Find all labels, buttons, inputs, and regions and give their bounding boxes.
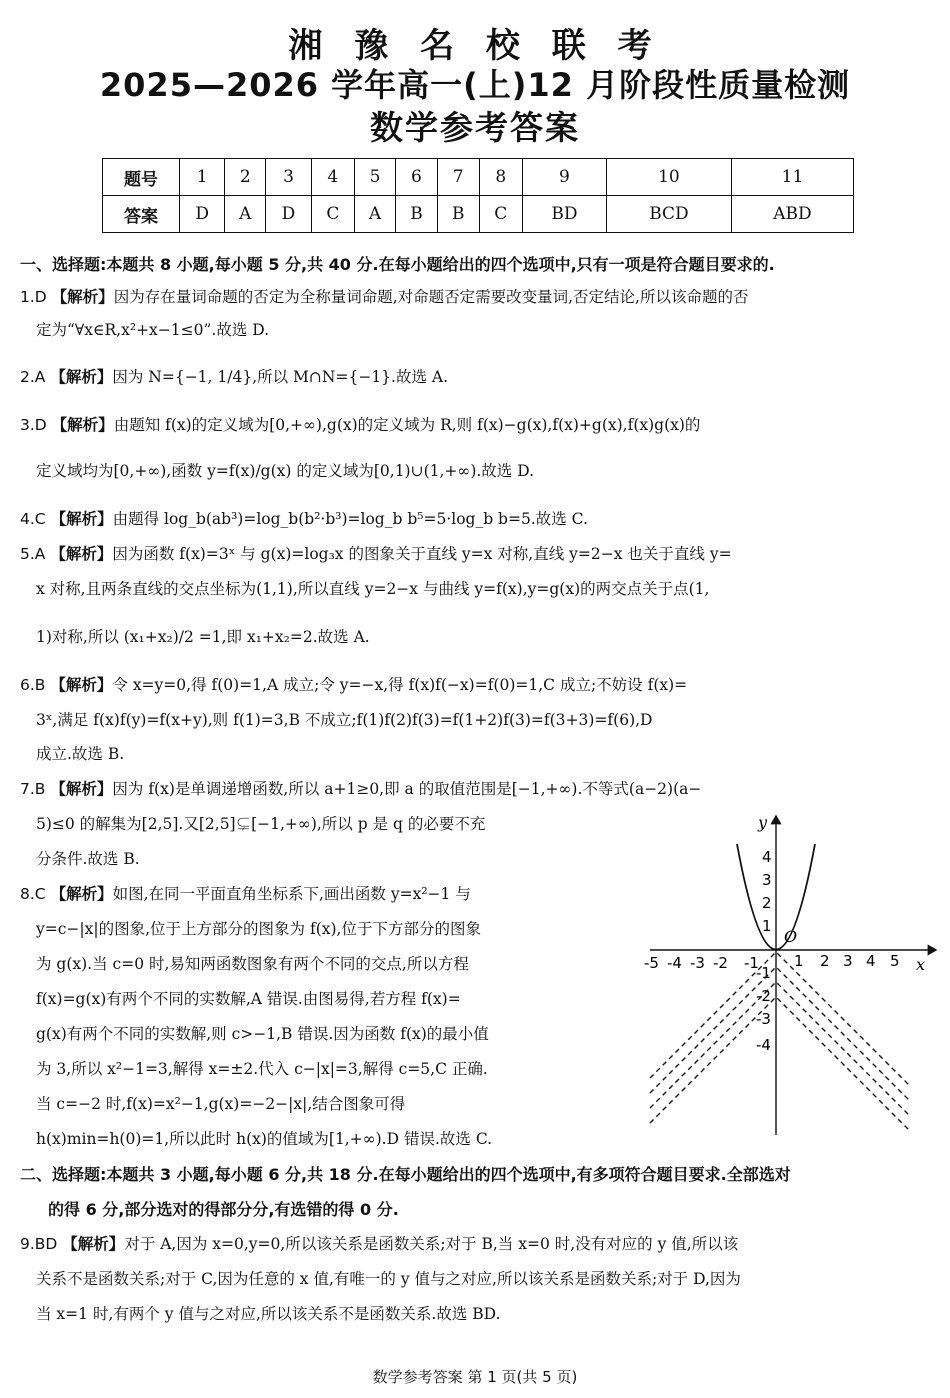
- q3-text: 由题知 f(x)的定义域为[0,+∞),g(x)的定义域为 R,则 f(x)−g(x),f(x)+g(x),f(x)g(x)的: [113, 416, 701, 434]
- q2-tag: 【解析】: [50, 368, 113, 386]
- section-2-heading: 二、选择题:本题共 3 小题,每小题 6 分,共 18 分.在每小题给出的四个选项中,有多项符合题目要求.全部选对: [20, 1165, 791, 1184]
- q2-text: 因为 N={−1, 1/4},所以 M∩N={−1}.故选 A.: [112, 368, 449, 386]
- answer-cell: C: [311, 196, 354, 233]
- answer-cell: C: [479, 196, 522, 233]
- question-number: 3: [266, 159, 311, 196]
- page-footer: 数学参考答案 第 1 页(共 5 页): [372, 1368, 578, 1386]
- q7-line: [20, 777, 701, 799]
- exam-org-title: 湘 豫 名 校 联 考: [288, 26, 662, 66]
- x-tick-label: -4: [667, 954, 682, 972]
- q5-number: 5.A: [20, 545, 46, 563]
- y-tick-label: 4: [762, 848, 772, 866]
- answer-cell: B: [396, 196, 438, 233]
- q6-text: 令 x=y=0,得 f(0)=1,A 成立;令 y=−x,得 f(x)f(−x)=f(0)=1,C 成立;不妨设 f(x)=: [112, 676, 688, 694]
- y-tick-label: 3: [762, 871, 772, 889]
- q4-line: [20, 507, 588, 529]
- answer-cell: A: [225, 196, 266, 233]
- question-number: 11: [731, 159, 853, 196]
- y-tick-label: -3: [756, 1010, 771, 1028]
- q7-line-2: 5)≤0 的解集为[2,5].又[2,5]⊊[−1,+∞),所以 p 是 q 的必要不充: [36, 815, 486, 833]
- v-line: [650, 982, 910, 1116]
- answer-table-answer-row: [103, 196, 854, 233]
- answer-cell: ABD: [731, 196, 853, 233]
- q8-line-6: 为 3,所以 x²−1=3,解得 x=±2.代入 c−|x|=3,解得 c=5,C 正确.: [36, 1060, 488, 1078]
- v-line: [650, 997, 910, 1131]
- section-2-heading-2: 的得 6 分,部分选对的得部分分,有选错的得 0 分.: [48, 1200, 399, 1219]
- q1-text: 因为存在量词命题的否定为全称量词命题,对命题否定需要改变量词,否定结论,所以该命题的否: [113, 288, 749, 306]
- y-axis-label: y: [758, 813, 768, 832]
- q3-tag: 【解析】: [51, 416, 114, 434]
- q8-tag: 【解析】: [50, 885, 113, 903]
- q8-function-graph: [640, 810, 940, 1140]
- question-number: 5: [355, 159, 396, 196]
- v-line: [650, 967, 910, 1101]
- x-tick-label: 3: [843, 952, 853, 970]
- table-header-answer: 答案: [103, 196, 180, 233]
- q5-text: 因为函数 f(x)=3ˣ 与 g(x)=log₃x 的图象关于直线 y=x 对称,直线 y=2−x 也关于直线 y=: [112, 545, 732, 563]
- v-line: [650, 952, 910, 1086]
- y-tick-label: -2: [756, 987, 771, 1005]
- q8-line: [20, 882, 471, 904]
- q8-text: 如图,在同一平面直角坐标系下,画出函数 y=x²−1 与: [112, 885, 471, 903]
- q4-number: 4.C: [20, 510, 46, 528]
- answer-table: [102, 158, 854, 233]
- q1-line-2: 定为“∀x∈R,x²+x−1≤0”.故选 D.: [36, 321, 270, 339]
- q7-number: 7.B: [20, 780, 46, 798]
- q3-number: 3.D: [20, 416, 47, 434]
- q1-number: 1.D: [20, 288, 47, 306]
- question-number: 1: [180, 159, 225, 196]
- q6-line-3: 成立.故选 B.: [36, 745, 125, 763]
- question-number: 7: [437, 159, 479, 196]
- q5-line-3: 1)对称,所以 (x₁+x₂)/2 =1,即 x₁+x₂=2.故选 A.: [36, 628, 370, 646]
- q8-line-7: 当 c=−2 时,f(x)=x²−1,g(x)=−2−|x|,结合图象可得: [36, 1095, 406, 1113]
- origin-label: O: [784, 927, 798, 946]
- q7-text: 因为 f(x)是单调递增函数,所以 a+1≥0,即 a 的取值范围是[−1,+∞).不等式(a−2)(a−: [112, 780, 702, 798]
- q2-number: 2.A: [20, 368, 46, 386]
- x-tick-label: -1: [744, 954, 759, 972]
- doc-title: 数学参考答案: [370, 108, 580, 147]
- q6-number: 6.B: [20, 676, 46, 694]
- y-tick-label: -4: [756, 1036, 771, 1054]
- answer-cell: BD: [522, 196, 606, 233]
- answer-cell: D: [266, 196, 311, 233]
- q8-line-4: f(x)=g(x)有两个不同的实数解,A 错误.由图易得,若方程 f(x)=: [36, 990, 461, 1008]
- table-header-number: 题号: [103, 159, 180, 196]
- v-lines: [650, 952, 910, 1131]
- x-axis-label: x: [916, 955, 926, 974]
- question-number: 4: [311, 159, 354, 196]
- q8-line-3: 为 g(x).当 c=0 时,易知两函数图象有两个不同的交点,所以方程: [36, 955, 469, 973]
- x-tick-label: 4: [866, 952, 876, 970]
- q7-line-3: 分条件.故选 B.: [36, 850, 140, 868]
- x-tick-labels: [644, 952, 900, 972]
- q9-line: [20, 1232, 738, 1254]
- q1-tag: 【解析】: [51, 288, 114, 306]
- q8-line-2: y=c−|x|的图象,位于上方部分的图象为 f(x),位于下方部分的图象: [36, 920, 481, 938]
- q9-text: 对于 A,因为 x=0,y=0,所以该关系是函数关系;对于 B,当 x=0 时,没有对应的 y 值,所以该: [124, 1235, 739, 1253]
- x-tick-label: 2: [820, 952, 830, 970]
- q6-line: [20, 673, 687, 695]
- q3-line: [20, 413, 700, 435]
- q5-line: [20, 542, 732, 564]
- answer-cell: A: [355, 196, 396, 233]
- q9-line-3: 当 x=1 时,有两个 y 值与之对应,所以该关系不是函数关系.故选 BD.: [36, 1305, 501, 1323]
- y-tick-label: 1: [762, 917, 772, 935]
- q8-number: 8.C: [20, 885, 46, 903]
- question-number: 9: [522, 159, 606, 196]
- q6-line-2: 3ˣ,满足 f(x)f(y)=f(x+y),则 f(1)=3,B 不成立;f(1)f(2)f(3)=f(1+2)f(3)=f(3+3)=f(6),D: [36, 711, 653, 729]
- question-number: 2: [225, 159, 266, 196]
- y-tick-label: 2: [762, 894, 772, 912]
- section-1-heading: 一、选择题:本题共 8 小题,每小题 5 分,共 40 分.在每小题给出的四个选项中,只有一项是符合题目要求的.: [20, 255, 775, 274]
- q8-line-5: g(x)有两个不同的实数解,则 c>−1,B 错误.因为函数 f(x)的最小值: [36, 1025, 489, 1043]
- exam-title: 2025—2026 学年高一(上)12 月阶段性质量检测: [99, 66, 851, 104]
- q8-line-8: h(x)min=h(0)=1,所以此时 h(x)的值域为[1,+∞).D 错误.故选 C.: [36, 1130, 493, 1148]
- x-tick-label: -3: [690, 954, 705, 972]
- answer-cell: BCD: [606, 196, 731, 233]
- x-tick-label: -2: [713, 954, 728, 972]
- q5-line-2: x 对称,且两条直线的交点坐标为(1,1),所以直线 y=2−x 与曲线 y=f(x),y=g(x)的两交点关于点(1,: [36, 580, 710, 598]
- q7-tag: 【解析】: [50, 780, 113, 798]
- answer-cell: B: [437, 196, 479, 233]
- q5-tag: 【解析】: [50, 545, 113, 563]
- q4-text: 由题得 log_b(ab³)=log_b(b²·b³)=log_b b⁵=5·log_b b=5.故选 C.: [112, 510, 588, 528]
- q2-line: [20, 365, 448, 387]
- q6-tag: 【解析】: [50, 676, 113, 694]
- answer-table-number-row: [103, 159, 854, 196]
- q3-line-2: 定义域均为[0,+∞),函数 y=f(x)/g(x) 的定义域为[0,1)∪(1,+∞).故选 D.: [36, 462, 535, 480]
- question-number: 8: [479, 159, 522, 196]
- q9-tag: 【解析】: [62, 1235, 125, 1253]
- q4-tag: 【解析】: [50, 510, 113, 528]
- x-tick-label: -5: [644, 954, 659, 972]
- y-tick-label: -1: [756, 964, 771, 982]
- q1-line: [20, 285, 748, 307]
- question-number: 6: [396, 159, 438, 196]
- q9-line-2: 关系不是函数关系;对于 C,因为任意的 x 值,有唯一的 y 值与之对应,所以该关系是函数关系;对于 D,因为: [36, 1270, 741, 1288]
- answer-cell: D: [180, 196, 225, 233]
- x-tick-label: 1: [794, 952, 804, 970]
- q9-number: 9.BD: [20, 1235, 58, 1253]
- x-tick-label: 5: [890, 952, 900, 970]
- question-number: 10: [606, 159, 731, 196]
- y-tick-labels: [756, 848, 772, 1054]
